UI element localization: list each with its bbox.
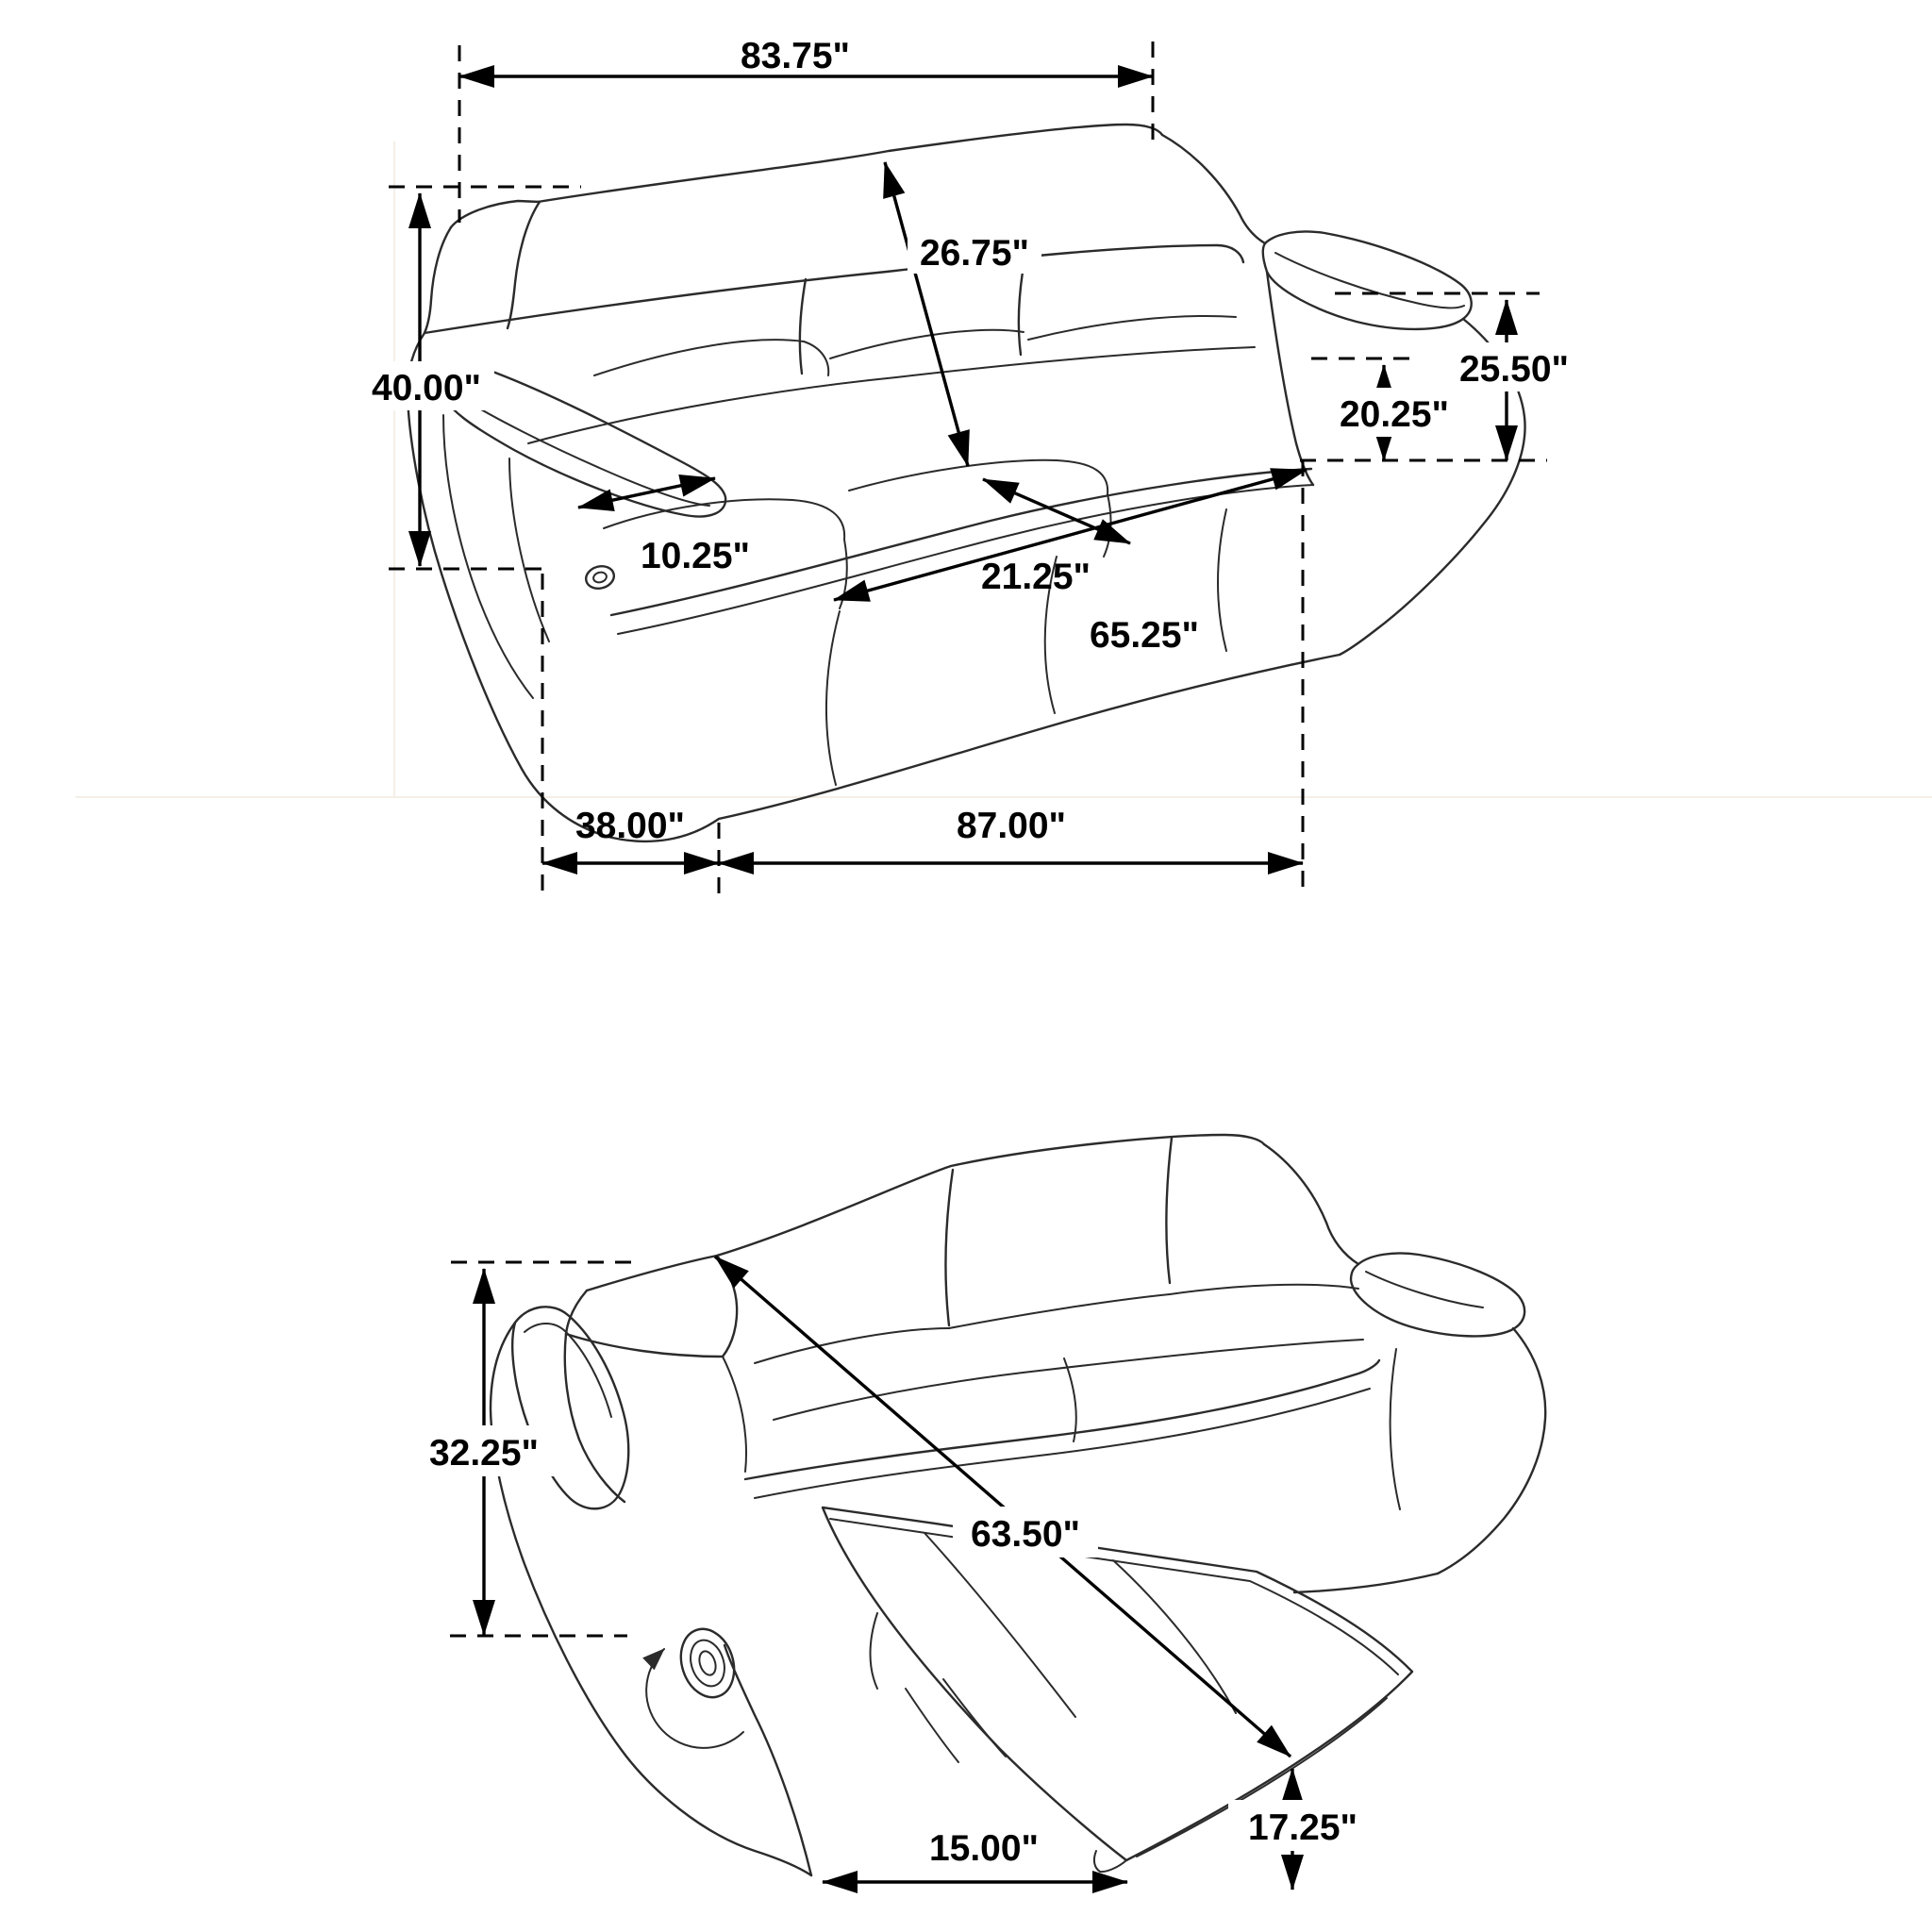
dim-footrest-height	[1228, 1769, 1377, 1890]
back-seam-right	[1166, 1138, 1172, 1283]
lumbar-curve-left	[594, 340, 828, 375]
mechanism-strut-2	[943, 1679, 1006, 1757]
dim-reclined-back-height	[413, 1262, 634, 1636]
dim-overall-height	[358, 187, 581, 569]
left-headrest-seam	[508, 202, 540, 328]
dim-reclined-length-diagonal	[715, 1257, 1291, 1757]
base-bottom-edge	[719, 655, 1340, 819]
mechanism-strut-3	[871, 1613, 878, 1689]
dim-arrow	[885, 162, 968, 466]
dim-overall-width-front	[719, 460, 1303, 896]
lumbar-band-lower-seam	[774, 1340, 1363, 1420]
power-button-icon	[584, 563, 617, 591]
base-seam-3	[1218, 509, 1226, 651]
lumbar-curve-mid	[949, 1294, 1170, 1328]
dim-reclined-length-diagonal-label: 63.50"	[970, 1514, 1081, 1555]
right-arm-pad-rim	[1366, 1272, 1483, 1307]
right-arm-pad	[1263, 231, 1472, 328]
base-bottom-edge	[1294, 1574, 1438, 1592]
seat-front-edge	[745, 1360, 1379, 1479]
back-seam-left	[946, 1170, 953, 1325]
left-headrest-left-edge	[425, 227, 451, 333]
base-seam-right	[1391, 1349, 1400, 1509]
reclined-headrest-left-edge	[566, 1291, 587, 1334]
dim-overall-height-label: 40.00"	[371, 368, 482, 408]
footrest-seam-2	[924, 1533, 1075, 1717]
dim-seat-depth-label: 21.25"	[980, 557, 1091, 597]
dim-overall-width-back-label: 83.75"	[740, 36, 851, 76]
back-top-edge	[587, 1135, 1264, 1291]
lumbar-curve-right	[1170, 1285, 1358, 1294]
dim-reclined-back-height-label: 32.25"	[428, 1433, 540, 1474]
footrest-seam-1	[1113, 1560, 1236, 1713]
dim-backrest-diagonal-label: 26.75"	[919, 233, 1030, 274]
dim-base-depth	[542, 574, 719, 896]
dim-footrest-extension	[823, 1828, 1127, 1882]
right-arm-outer-edge	[1438, 1328, 1545, 1574]
dim-base-depth-label: 38.00"	[575, 806, 686, 846]
dim-footrest-height-label: 17.25"	[1247, 1807, 1358, 1848]
dim-seat-height	[1311, 358, 1464, 460]
headrest-band-seam	[425, 245, 1243, 333]
dim-seat-width-label: 65.25"	[1089, 615, 1200, 656]
back-right-edge	[1162, 135, 1265, 243]
dim-overall-width-front-label: 87.00"	[956, 806, 1067, 846]
lumbar-curve-mid	[830, 330, 1024, 358]
left-arm-front-seam-1	[443, 415, 533, 698]
base-seam-1	[826, 611, 840, 785]
seat-division-seam	[1064, 1358, 1076, 1441]
dim-armrest-height-label: 25.50"	[1458, 349, 1570, 390]
lumbar-curve-right	[1028, 316, 1236, 340]
dim-armrest-width-label: 10.25"	[640, 536, 751, 576]
rotation-arrow-icon	[646, 1649, 743, 1748]
seat-front-rim	[755, 1389, 1370, 1498]
left-headrest-top	[451, 201, 540, 227]
dim-seat-height-label: 20.25"	[1339, 394, 1450, 435]
left-arm-pad-rim	[525, 1324, 611, 1417]
back-right-edge	[1264, 1144, 1358, 1264]
lumbar-curve-left	[755, 1328, 949, 1363]
back-top-edge	[538, 125, 1162, 202]
reclined-back-right-seam	[723, 1357, 746, 1472]
sofa-reclined-drawing	[491, 1135, 1545, 1875]
left-arm-inner-edge	[724, 1645, 811, 1875]
footrest-top-rim	[830, 1519, 1398, 1674]
back-seam-right	[1019, 260, 1024, 355]
mechanism-strut-1	[906, 1689, 958, 1762]
back-seam-left	[800, 279, 806, 374]
reclined-headrest-right-edge	[717, 1256, 737, 1357]
reclined-back-left-edge	[565, 1334, 625, 1502]
right-arm-pad	[1351, 1253, 1524, 1336]
left-arm-outer-edge	[491, 1323, 811, 1875]
footrest-flap-tip	[1094, 1851, 1126, 1872]
right-arm-pad-rim	[1275, 253, 1464, 308]
dim-footrest-extension-label: 15.00"	[928, 1828, 1040, 1869]
